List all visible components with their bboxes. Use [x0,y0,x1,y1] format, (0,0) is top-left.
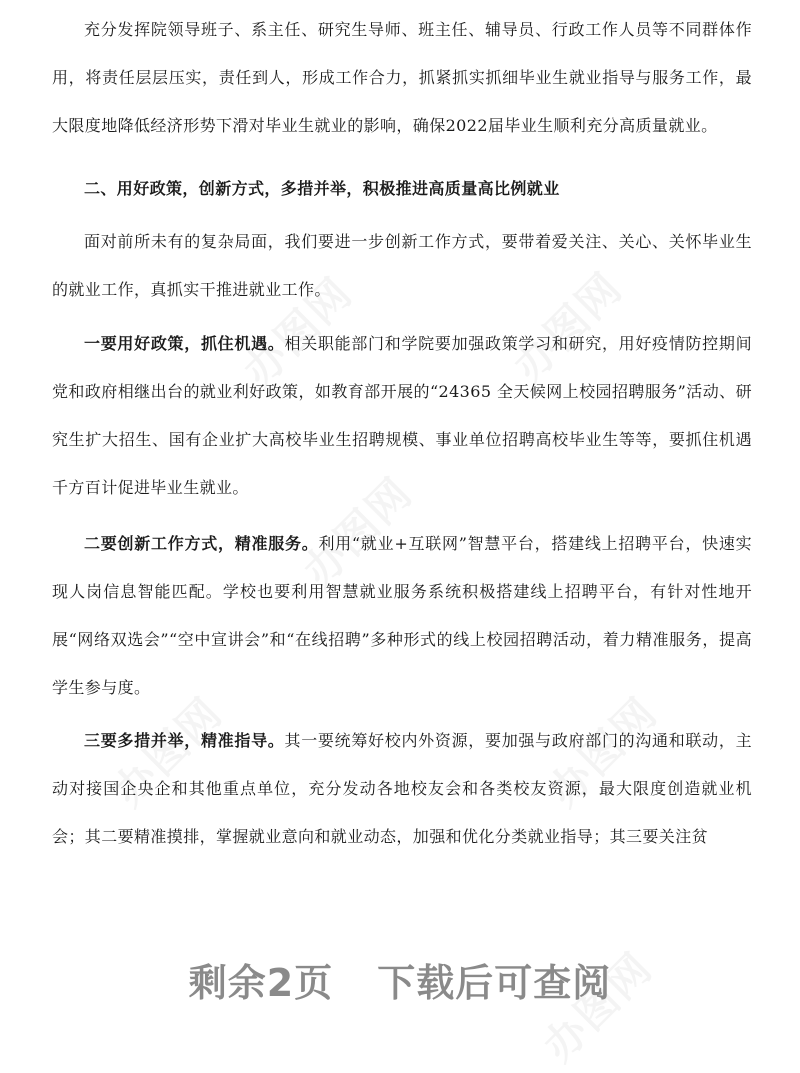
paragraph-4 [52,520,752,712]
paragraph-2 [52,218,752,314]
paragraph-3-lead: 一要用好政策，抓住机遇。 [84,334,285,353]
paragraph-2-text: 面对前所未有的复杂局面，我们要进一步创新工作方式，要带着爱关注、关心、关怀毕业生的就业工作，真抓实干推进就业工作。 [52,232,752,299]
paragraph-3 [52,320,752,512]
paragraph-5-lead: 三要多措并举，精准指导。 [84,731,285,750]
paragraph-4-lead: 二要创新工作方式，精准服务。 [84,534,319,553]
paragraph-5-body: 其一要统筹好校内外资源，要加强与政府部门的沟通和联动，主动对接国企央企和其他重点单位，充分发动各地校友会和各类校友资源，最大限度创造就业机会；其二要精准摸排，掌握就业意向和就业动态，加强和优化分类就业指导；其三要关注贫 [52,731,752,846]
paragraph-3-body: 相关职能部门和学院要加强政策学习和研究，用好疫情防控期间党和政府相继出台的就业利好政策，如教育部开展的“24365 全天候网上校园招聘服务”活动、研究生扩大招生、国有企业扩大高校毕业生招聘规模、事业单位招聘高校毕业生等等，要抓住机遇千方百计促进毕业生就业。 [52,334,752,497]
paragraph-5 [52,717,752,861]
download-prompt-banner[interactable] [0,952,800,1007]
download-to-view-text: 下载后可查阅 [377,961,612,1005]
remaining-pages-text: 剩余2页 [188,961,334,1005]
paragraph-4-body: 利用“就业+互联网”智慧平台，搭建线上招聘平台，快速实现人岗信息智能匹配。学校也要利用智慧就业服务系统积极搭建线上招聘平台，有针对性地开展“网络双选会”“空中宣讲会”和“在线招聘”多种形式的线上校园招聘活动，着力精准服务，提高学生参与度。 [52,534,752,697]
paragraph-1 [52,6,752,150]
section-heading-2-text: 二、用好政策，创新方式，多措并举，积极推进高质量高比例就业 [84,179,560,198]
paragraph-1-text: 充分发挥院领导班子、系主任、研究生导师、班主任、辅导员、行政工作人员等不同群体作用，将责任层层压实，责任到人，形成工作合力，抓紧抓实抓细毕业生就业指导与服务工作，最大限度地降低经济形势下滑对毕业生就业的影响，确保2022届毕业生顺利充分高质量就业。 [52,20,752,135]
section-heading-2 [52,165,752,213]
